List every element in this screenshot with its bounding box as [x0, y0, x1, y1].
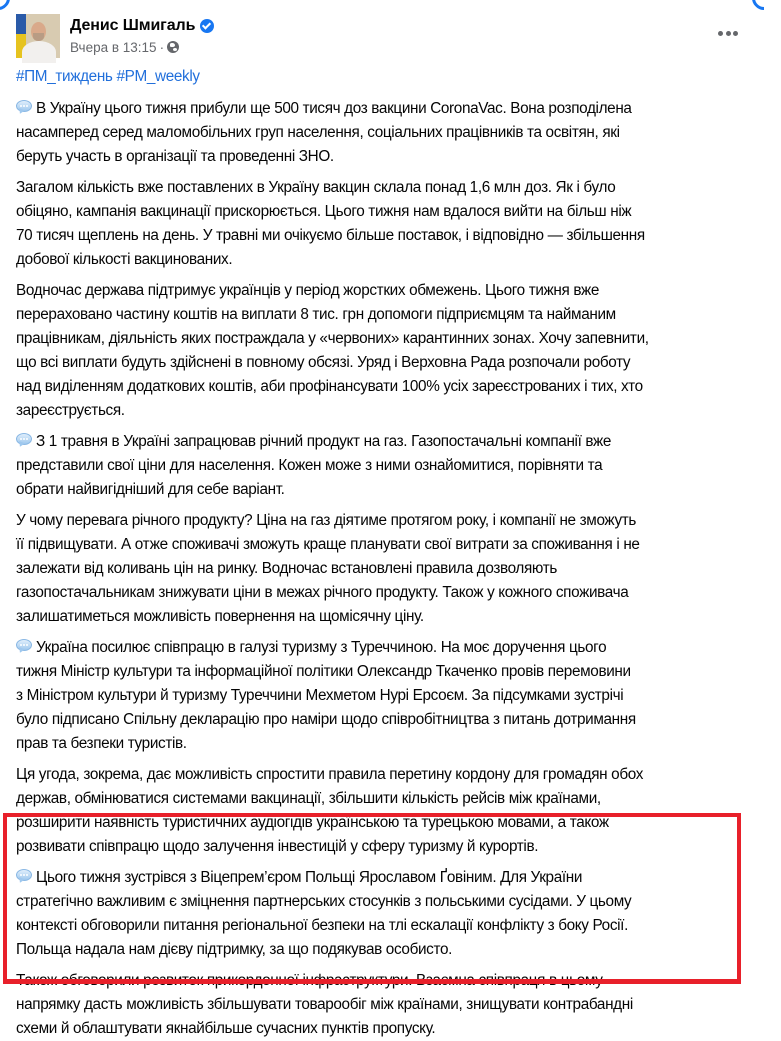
paragraph-line: [16, 399, 746, 423]
paragraph-line: [16, 866, 746, 890]
author-name[interactable]: Денис Шмигаль: [70, 17, 196, 34]
line-text: прав та безпеки туристів.: [16, 735, 187, 752]
line-text: контексті обговорили питання регіональної безпеки на тлі ескалації конфлікту з боку Росії.: [16, 917, 628, 934]
line-text: Польща надала нам дієву підтримку, за що подякував особисто.: [16, 941, 453, 958]
post-paragraph: [16, 509, 746, 629]
paragraph-line: [16, 145, 746, 169]
separator: ·: [159, 39, 165, 55]
post-meta: [70, 15, 214, 57]
paragraph-line: [16, 121, 746, 145]
paragraph-line: [16, 890, 746, 914]
line-text: Водночас держава підтримує українців у період жорстких обмежень. Цього тижня вже: [16, 282, 600, 299]
line-text: держав, обмінюватися системами вакцинації, збільшити кількість рейсів між країнами,: [16, 790, 601, 807]
verified-badge-icon: [200, 19, 214, 33]
paragraph-line: [16, 732, 746, 756]
paragraph-line: [16, 375, 746, 399]
line-text: стратегічно важливим є зміцнення партнерських стосунків з польськими сусідами. У цьому: [16, 893, 632, 910]
line-text: працівникам, діяльність яких постраждала у «червоних» карантинних зонах. Хочу запевнити,: [16, 330, 649, 347]
line-text: зареєструється.: [16, 402, 125, 419]
selection-corner-decoration: [747, 0, 781, 15]
paragraph-line: [16, 454, 746, 478]
paragraph-line: [16, 914, 746, 938]
paragraph-line: [16, 969, 746, 993]
post-paragraph: [16, 176, 746, 272]
paragraph-line: [16, 1017, 746, 1041]
line-text: 70 тисяч щеплень на день. У травні ми очікуємо більше поставок, і відповідно — збільшення: [16, 227, 645, 244]
line-text: З 1 травня в Україні запрацював річний продукт на газ. Газопостачальні компанії вже: [36, 433, 612, 450]
paragraph-line: [16, 430, 746, 454]
hashtag-link[interactable]: #PM_weekly: [116, 68, 200, 85]
paragraph-line: [16, 327, 746, 351]
line-text: що всі виплати будуть здійснені в повному обсязі. Уряд і Верховна Рада розпочали роботу: [16, 354, 631, 371]
paragraph-line: [16, 200, 746, 224]
line-text: напрямку дасть можливість збільшувати товарообіг між країнами, знищувати контрабандні: [16, 996, 633, 1013]
speech-bubble-icon: [16, 100, 32, 114]
post-paragraph: [16, 279, 746, 423]
paragraph-line: [16, 993, 746, 1017]
line-text: Україна посилює співпрацю в галузі туризму з Туреччиною. На моє доручення цього: [36, 639, 607, 656]
paragraph-line: [16, 248, 746, 272]
paragraph-line: [16, 835, 746, 859]
post-paragraph: [16, 636, 746, 756]
paragraph-line: [16, 478, 746, 502]
post-body: [16, 64, 746, 1041]
line-text: розширити наявність туристичних аудіогідів українською та турецькою мовами, а також: [16, 814, 609, 831]
paragraph-line: [16, 176, 746, 200]
avatar[interactable]: [16, 14, 60, 58]
paragraph-line: [16, 509, 746, 533]
line-text: було підписано Спільну декларацію про наміри щодо співробітництва з питань дотримання: [16, 711, 636, 728]
line-text: її підвищувати. А отже споживачі зможуть краще планувати свої витрати за споживання і не: [16, 536, 640, 553]
line-text: газопостачальникам знижувати ціни в межах річного продукту. Також у кожного споживача: [16, 584, 629, 601]
line-text: Ця угода, зокрема, дає можливість спростити правила перетину кордону для громадян обох: [16, 766, 644, 783]
line-text: розвивати співпрацю щодо залучення інвестицій у сферу туризму й курортів.: [16, 838, 539, 855]
post-timestamp[interactable]: Вчера в 13:15: [70, 39, 157, 55]
line-text: У чому перевага річного продукту? Ціна на газ діятиме протягом року, і компанії не зможуть: [16, 512, 637, 529]
line-text: добової кількості вакцинованих.: [16, 251, 233, 268]
paragraph-line: [16, 97, 746, 121]
hashtag-link[interactable]: #ПМ_тиждень: [16, 68, 113, 85]
line-text: Загалом кількість вже поставлених в Україну вакцин склала понад 1,6 млн доз. Як і було: [16, 179, 616, 196]
paragraph-line: [16, 224, 746, 248]
paragraph-line: [16, 557, 746, 581]
line-text: тижня Міністр культури та інформаційної політики Олександр Ткаченко провів перемовини: [16, 663, 631, 680]
post-paragraph: [16, 969, 746, 1041]
selection-corner-decoration: [0, 0, 15, 15]
line-text: залежати від коливань цін на ринку. Водночас встановлені правила дозволяють: [16, 560, 557, 577]
paragraph-line: [16, 605, 746, 629]
line-text: Цього тижня зустрівся з Віцепрем’єром Польщі Ярославом Ґовіним. Для України: [36, 869, 583, 886]
line-text: над виділенням додаткових коштів, аби профінансувати 100% усіх зареєстрованих і тих, хто: [16, 378, 643, 395]
more-options-button[interactable]: [715, 26, 741, 40]
line-text: перераховано частину коштів на виплати 8 тис. грн допомоги підприємцям та найманим: [16, 306, 616, 323]
paragraph-line: [16, 581, 746, 605]
globe-icon[interactable]: [167, 41, 179, 53]
line-text: Також обговорили розвиток прикордонної інфраструктури. Взаємна співпраця в цьому: [16, 972, 603, 989]
post-paragraph: [16, 430, 746, 502]
post-paragraph: [16, 763, 746, 859]
paragraph-line: [16, 684, 746, 708]
line-text: беруть участь в організації та проведенні ЗНО.: [16, 148, 334, 165]
line-text: представили свої ціни для населення. Кожен може з ними ознайомитися, порівняти та: [16, 457, 603, 474]
line-text: схеми й облаштувати якнайбільше сучасних пунктів пропуску.: [16, 1020, 436, 1037]
paragraph-line: [16, 938, 746, 962]
more-horizontal-icon: [718, 31, 723, 36]
line-text: обіцяно, кампанія вакцинації прискорюється. Цього тижня нам вдалося вийти на більш ніж: [16, 203, 632, 220]
speech-bubble-icon: [16, 433, 32, 447]
line-text: обрати найвигідніший для себе варіант.: [16, 481, 285, 498]
paragraph-line: [16, 708, 746, 732]
paragraph-line: [16, 787, 746, 811]
paragraph-line: [16, 351, 746, 375]
line-text: залишатиметься можливість повернення на щомісячну ціну.: [16, 608, 424, 625]
paragraph-line: [16, 660, 746, 684]
paragraph-line: [16, 763, 746, 787]
post-header: [16, 14, 214, 58]
speech-bubble-icon: [16, 639, 32, 653]
line-text: насамперед серед маломобільних груп населення, соціальних працівників та освітян, які: [16, 124, 620, 141]
line-text: з Міністром культури й туризму Туреччини Мехметом Нурі Ерсоєм. За підсумками зустрічі: [16, 687, 624, 704]
paragraph-line: [16, 636, 746, 660]
post-paragraph: [16, 97, 746, 169]
post-paragraph: [16, 866, 746, 962]
speech-bubble-icon: [16, 869, 32, 883]
paragraph-line: [16, 811, 746, 835]
hashtags: [16, 64, 746, 90]
line-text: В Україну цього тижня прибули ще 500 тисяч доз вакцини CoronaVac. Вона розподілена: [36, 100, 632, 117]
paragraph-line: [16, 279, 746, 303]
paragraph-line: [16, 533, 746, 557]
paragraph-line: [16, 303, 746, 327]
